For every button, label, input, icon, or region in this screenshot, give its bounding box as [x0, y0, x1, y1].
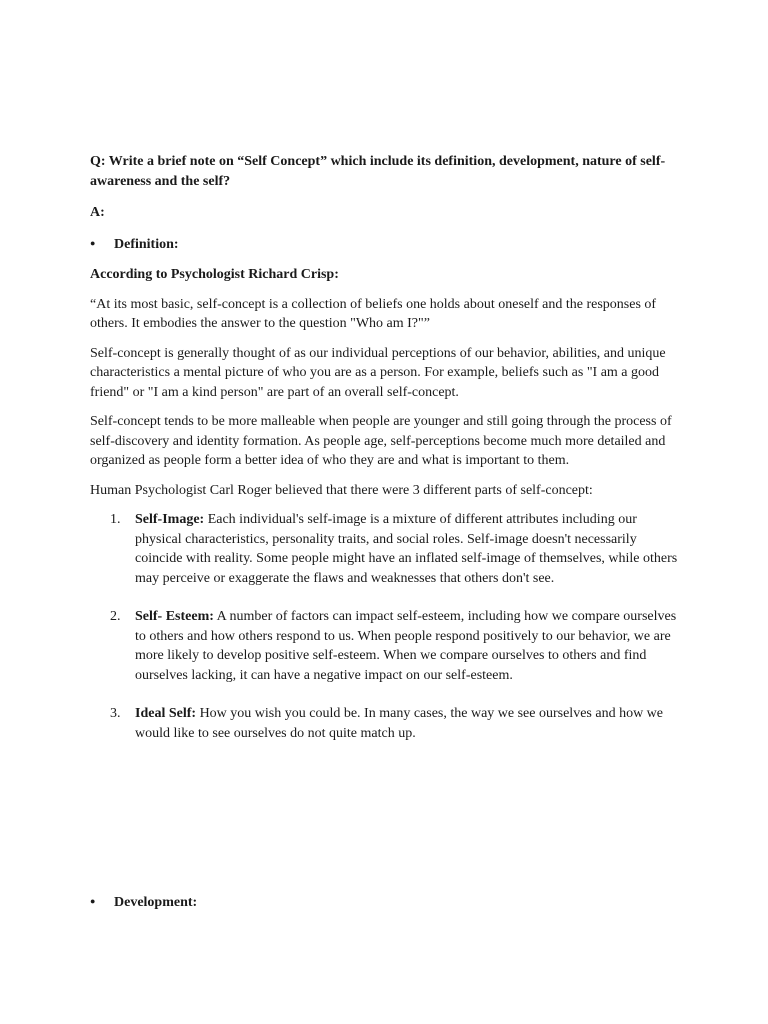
development-heading: Development:	[114, 895, 198, 910]
list-item-body	[135, 510, 680, 588]
list-item-text: A number of factors can impact self-esteem, including how we compare ourselves to others and how others respond to us. When people respond positively to our behavior, we are more likely to develop positive self-esteem. When we compare ourselves to others and find ourselves lacking, it can have a negative impact on our self-esteem.	[135, 609, 677, 683]
question-text: Q: Write a brief note on “Self Concept” which include its definition, development, nature of self-awareness and the self?	[90, 154, 666, 189]
list-item-term: Self-Image:	[135, 512, 205, 527]
list-item	[110, 510, 680, 588]
definition-heading: Definition:	[114, 236, 179, 252]
list-item-body	[135, 704, 680, 743]
list-item-text: How you wish you could be. In many cases, the way we see ourselves and how we would like to see ourselves do not quite match up.	[135, 706, 664, 741]
list-number: 1.	[110, 512, 121, 527]
list-item-term: Ideal Self:	[135, 706, 197, 721]
bullet-icon: ●	[90, 237, 96, 248]
answer-label: A:	[90, 205, 105, 220]
document-body	[90, 152, 680, 762]
list-item-body	[135, 607, 680, 685]
list-number: 3.	[110, 706, 121, 721]
list-item-text: Each individual's self-image is a mixture of different attributes including our physical characteristics, personality traits, and social roles. Self-image doesn't necessarily coincide with reality. Some people might have an inflated self-image of themselves, while others may perceive or exaggerate the flaws and weaknesses that others don't see.	[135, 512, 678, 586]
definition-bullet-item	[90, 235, 680, 256]
self-concept-parts-list	[90, 510, 680, 743]
quote-paragraph: “At its most basic, self-concept is a collection of beliefs one holds about oneself and the responses of others. It embodies the answer to the question "Who am I?"”	[90, 296, 657, 331]
malleable-paragraph: Self-concept tends to be more malleable when people are younger and still going through the process of self-discovery and identity formation. As people age, self-perceptions become much more detailed and organized as people form a better idea of who they are and what is important to them.	[90, 414, 672, 468]
list-item-term: Self- Esteem:	[135, 609, 214, 624]
perception-paragraph: Self-concept is generally thought of as our individual perceptions of our behavior, abilities, and unique characteristics a mental picture of who you are as a person. For example, beliefs such as "I am a good friend" or "I am a kind person" are part of an overall self-concept.	[90, 345, 666, 400]
list-number: 2.	[110, 609, 121, 624]
development-bullet-item	[90, 895, 197, 911]
source-heading: According to Psychologist Richard Crisp:	[90, 267, 339, 282]
rogers-intro-paragraph: Human Psychologist Carl Roger believed that there were 3 different parts of self-concept:	[90, 482, 593, 498]
list-item	[110, 607, 680, 685]
bullet-icon: ●	[90, 896, 96, 906]
list-item	[110, 704, 680, 743]
